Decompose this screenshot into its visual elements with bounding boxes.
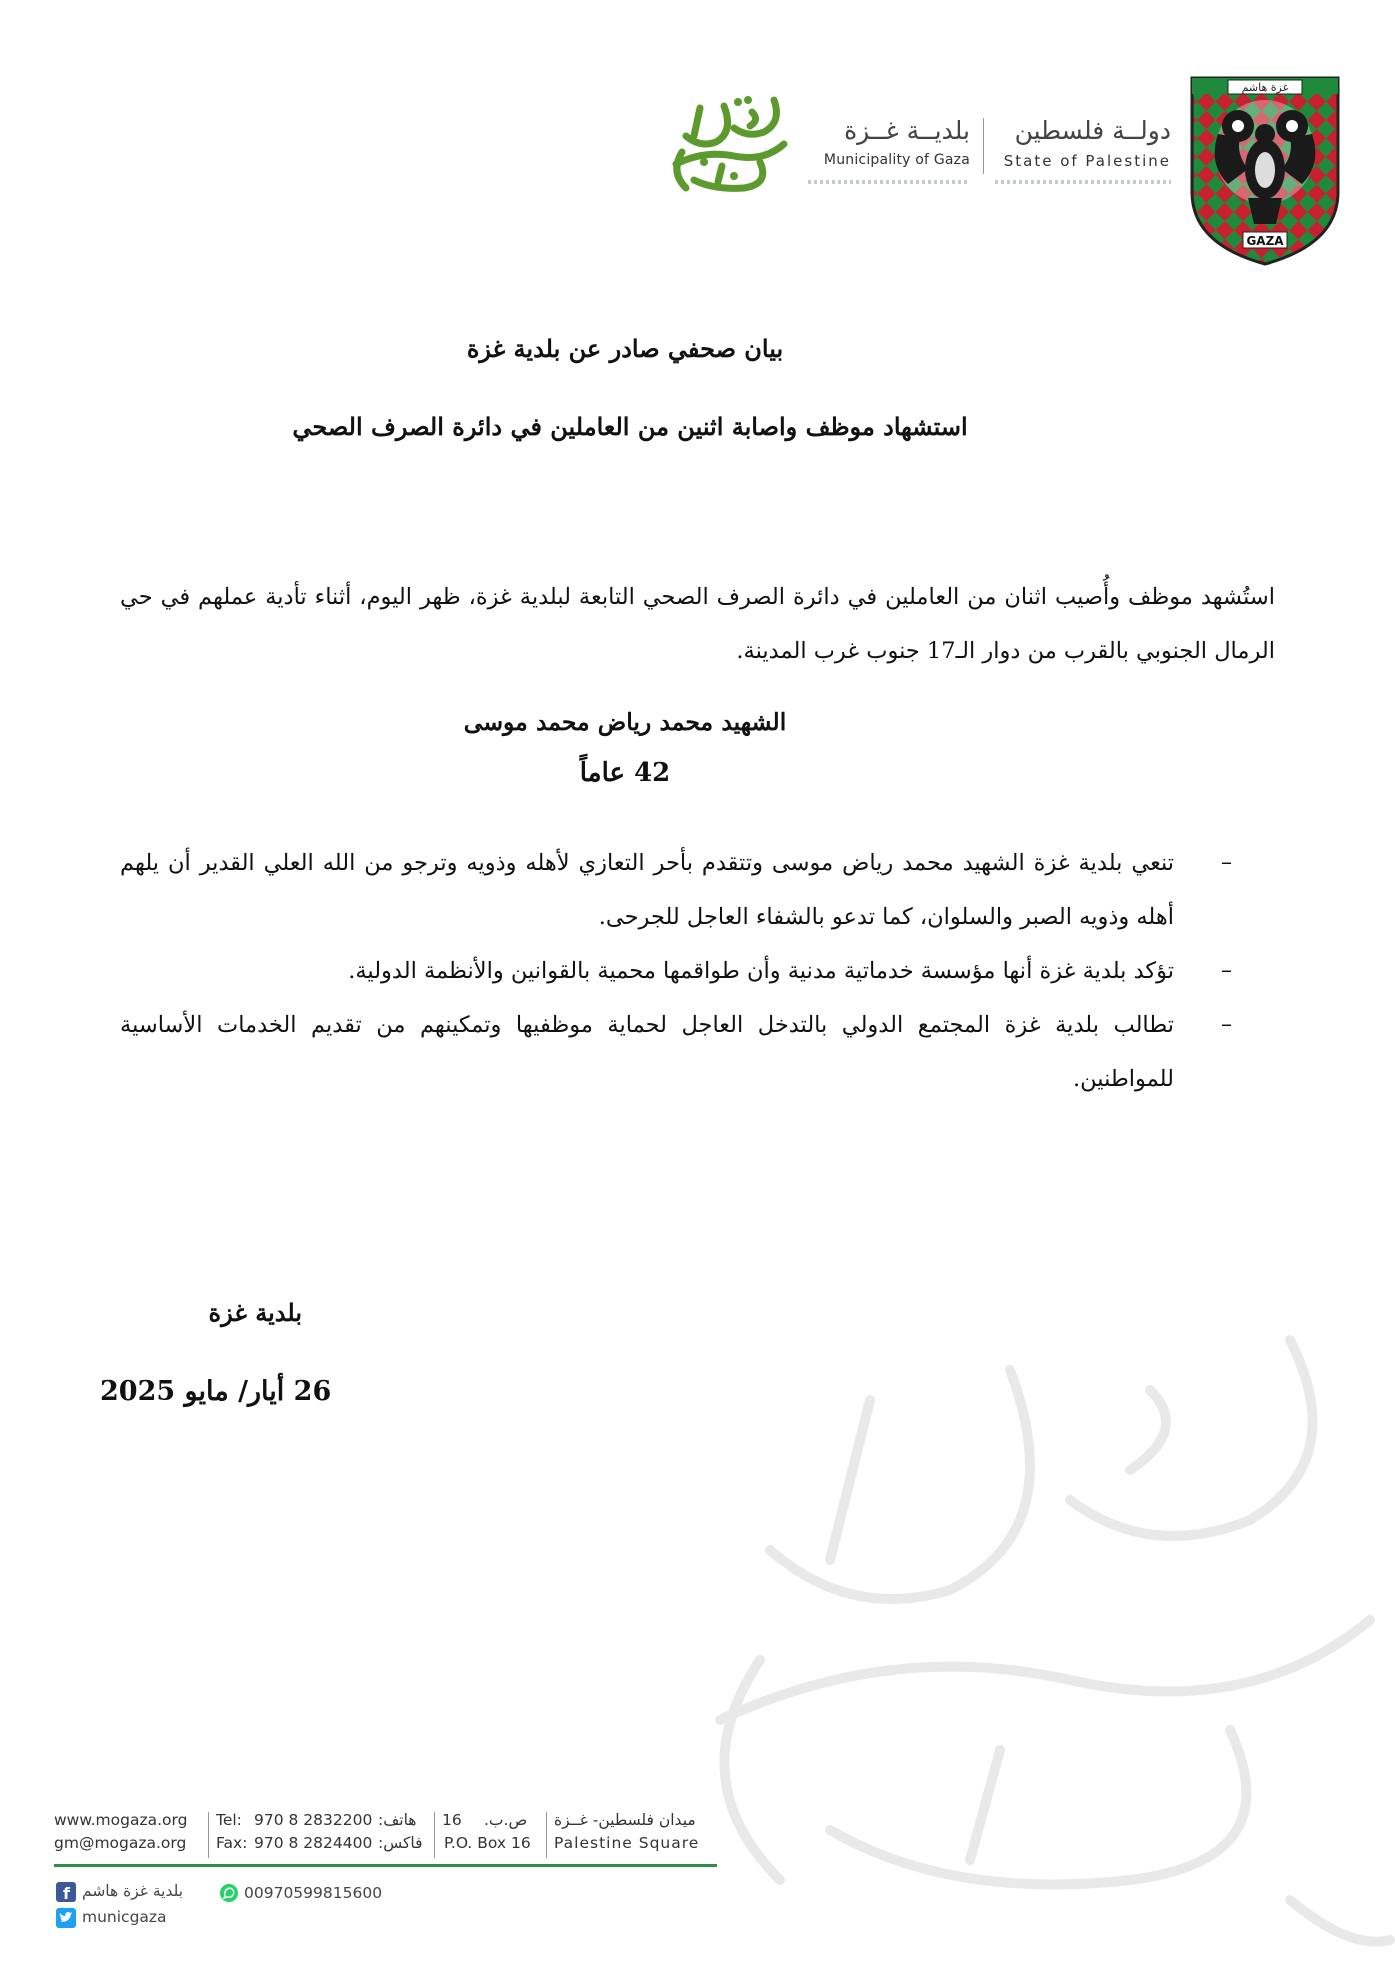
bullet-marker: – — [1221, 850, 1232, 875]
state-name-english: State of Palestine — [1003, 152, 1171, 170]
email-link[interactable]: gm@mogaza.org — [54, 1834, 187, 1852]
bullet-marker: – — [1221, 958, 1232, 983]
footer-divider — [208, 1812, 209, 1858]
crest-top-text: غزة هاشم — [1241, 81, 1289, 94]
martyr-age: 42 عاماً — [579, 758, 671, 788]
fax-label-arabic: فاكس: — [378, 1834, 423, 1852]
intro-paragraph: استُشهد موظف وأُصيب اثنان من العاملين في دائرة الصرف الصحي التابعة لبلدية غزة، ظهر اليوم، أثناء تأدية عملهم في حي الرمال الجنوبي بالقرب من دوار الـ17 جنوب غرب المدينة. — [120, 584, 1275, 664]
date-line: 26 أيار/ مايو 2025 — [100, 1376, 332, 1407]
twitter-link[interactable]: municgaza — [82, 1908, 167, 1926]
crest-bottom-text: GAZA — [1246, 234, 1284, 248]
footer-divider — [434, 1812, 435, 1858]
tel-number: 970 8 2832200 — [254, 1811, 373, 1829]
website-link[interactable]: www.mogaza.org — [54, 1811, 188, 1829]
municipality-name-english: Municipality of Gaza — [823, 152, 970, 168]
address-english: Palestine Square — [554, 1834, 700, 1852]
municipality-name-arabic: بلديــة غــزة — [844, 116, 970, 145]
list-item — [120, 944, 1240, 998]
twitter-icon[interactable] — [56, 1908, 76, 1928]
tel-label: Tel: — [216, 1811, 242, 1829]
list-item-text: تطالب بلدية غزة المجتمع الدولي بالتدخل العاجل لحماية موظفيها وتمكينهم من تقديم الخدمات الأساسية للمواطنين. — [120, 1012, 1174, 1092]
facebook-link[interactable]: بلدية غزة هاشم — [82, 1882, 184, 1900]
fax-number: 970 8 2824400 — [254, 1834, 373, 1852]
statement-title: بيان صحفي صادر عن بلدية غزة — [466, 334, 784, 363]
state-name-arabic: دولــة فلسطين — [1014, 116, 1171, 145]
headline: استشهاد موظف واصابة اثنين من العاملين في دائرة الصرف الصحي — [292, 412, 968, 441]
bullet-list — [120, 836, 1240, 1106]
header-divider — [983, 118, 984, 174]
pobox-number: 16 — [442, 1811, 462, 1829]
pobox-english: P.O. Box 16 — [444, 1834, 531, 1852]
facebook-icon[interactable] — [56, 1882, 76, 1902]
list-item — [120, 836, 1240, 944]
gaza-crest-logo — [1188, 74, 1342, 268]
footer-rule — [54, 1864, 717, 1867]
svg-text:f: f — [63, 1884, 70, 1902]
tel-label-arabic: هاتف: — [378, 1811, 417, 1829]
list-item-text: تؤكد بلدية غزة أنها مؤسسة خدماتية مدنية وأن طواقمها محمية بالقوانين والأنظمة الدولية. — [348, 958, 1174, 984]
whatsapp-link[interactable]: 00970599815600 — [244, 1884, 383, 1902]
signature: بلدية غزة — [208, 1298, 302, 1327]
slogan-calligraphy-logo — [664, 92, 796, 196]
address-arabic: ميدان فلسطين- غــزة — [554, 1811, 696, 1829]
header-ornament-line — [995, 180, 1171, 184]
whatsapp-icon[interactable] — [220, 1884, 238, 1902]
pobox-label-arabic: ص.ب. — [484, 1811, 528, 1829]
fax-label: Fax: — [216, 1834, 248, 1852]
list-item — [120, 998, 1240, 1106]
list-item-text: تنعي بلدية غزة الشهيد محمد رياض موسى وتتقدم بأحر التعازي لأهله وذويه وترجو من الله العلي القدير أن يلهم أهله وذويه الصبر والسلوان، كما تدعو بالشفاء العاجل للجرحى. — [120, 850, 1174, 930]
bullet-marker: – — [1221, 1012, 1232, 1037]
martyr-name: الشهيد محمد رياض محمد موسى — [463, 708, 787, 736]
footer-divider — [546, 1812, 547, 1858]
calligraphy-watermark — [650, 1300, 1395, 1982]
header-ornament-line — [808, 180, 970, 184]
